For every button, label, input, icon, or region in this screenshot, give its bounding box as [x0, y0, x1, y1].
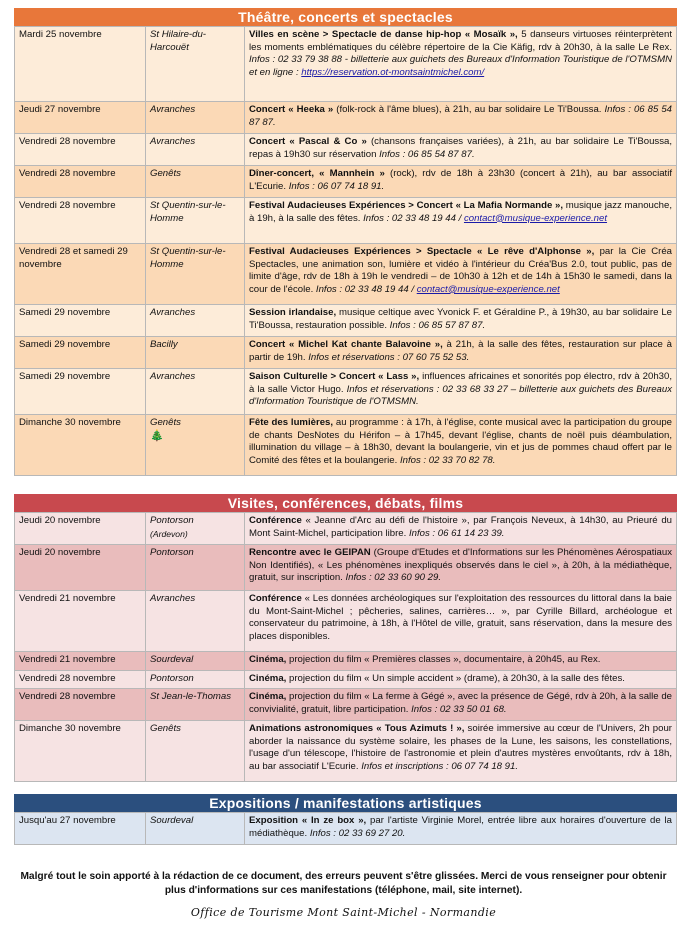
event-description: [245, 721, 677, 782]
event-info: Infos : 06 85 54 87 87.: [249, 104, 673, 128]
event-description: [245, 652, 677, 671]
event-place: Avranches: [146, 134, 245, 166]
event-date: Mardi 25 novembre: [15, 27, 146, 102]
event-info: Infos : 02 33 48 19 44 /: [315, 283, 417, 295]
event-date: Vendredi 28 novembre: [15, 689, 146, 721]
event-description: [245, 27, 677, 102]
table-row: [15, 305, 677, 337]
event-place: Genêts: [150, 417, 181, 428]
event-date: Vendredi 28 novembre: [15, 670, 146, 689]
event-place-cell: [146, 513, 245, 545]
event-info: Infos et réservations : 07 60 75 52 53.: [308, 351, 470, 363]
event-description: [245, 102, 677, 134]
event-description: [245, 244, 677, 305]
table-row: [15, 369, 677, 415]
event-info: Infos : 02 33 70 82 78.: [399, 454, 496, 466]
event-date: Samedi 29 novembre: [15, 369, 146, 415]
event-description: [245, 369, 677, 415]
event-text: au programme : à 17h, à l'église, conte musical avec la participation du groupe de chants DesNotes du Hérifon – à 17h45, devant l'église, chants de noël puis déambulation, illumination du village – à 18h30, devant la boulangerie, vin et jus de pommes chaud offert par le Comité des fêtes et la boulangerie.: [249, 417, 672, 466]
event-text: (chansons françaises variées), à 21h, au bar solidaire Le Ti'Boussa, repas à 19h30 sur réservation: [249, 136, 672, 160]
event-description: [245, 513, 677, 545]
table-row: [15, 670, 677, 689]
event-date: Vendredi 21 novembre: [15, 652, 146, 671]
event-text: (rock), rdv de 18h à 23h30 (concert à 21h), au bar associatif L'Ecurie.: [249, 168, 672, 192]
disclaimer: Malgré tout le soin apporté à la rédaction de ce document, des erreurs peuvent s'être glissées. Merci de vous renseigner pour obtenir plus d'informations sur ces manifestations (téléphone, mail, site internet).: [20, 871, 667, 896]
events-table: [14, 26, 677, 476]
event-title: Rencontre avec le GEIPAN: [249, 547, 371, 558]
event-date: Samedi 29 novembre: [15, 337, 146, 369]
event-title: Cinéma,: [249, 691, 287, 703]
footer-signature: Office de Tourisme Mont Saint-Michel - Normandie: [190, 906, 497, 919]
table-row: [15, 134, 677, 166]
event-place: Pontorson: [146, 670, 245, 689]
event-text: à 21h, à la salle des fêtes, restauration sur place à partir de 19h.: [249, 339, 672, 363]
event-text: projection du film « Un simple accident » (drame), à 20h30, à la salle des fêtes.: [286, 672, 625, 684]
event-info: Infos : 06 85 54 87 87.: [379, 148, 475, 160]
events-table: [14, 512, 677, 782]
event-date: Vendredi 28 novembre: [15, 166, 146, 198]
event-title: Festival Audacieuses Expériences > Spectacle « Le rêve d'Alphonse »,: [249, 246, 595, 257]
event-title: Cinéma,: [249, 672, 287, 684]
event-place: Avranches: [146, 369, 245, 415]
event-info: Infos : 06 07 74 18 91.: [288, 180, 385, 192]
event-title: Concert « Pascal & Co »: [249, 136, 367, 147]
event-place: St Hilaire-du-Harcouët: [146, 27, 245, 102]
event-title: Concert « Heeka »: [249, 104, 334, 115]
event-date: Dimanche 30 novembre: [15, 721, 146, 782]
table-row: [15, 721, 677, 782]
event-info: Infos et inscriptions : 06 07 74 18 91.: [361, 760, 519, 772]
event-place: Sourdeval: [146, 813, 245, 845]
event-description: [245, 813, 677, 845]
event-info: Infos : 02 33 48 19 44 /: [363, 212, 464, 224]
section-theatre: [14, 8, 677, 476]
event-date: Jusqu'au 27 novembre: [15, 813, 146, 845]
event-place: Genêts: [146, 166, 245, 198]
event-date: Samedi 29 novembre: [15, 305, 146, 337]
event-title: Festival Audacieuses Expériences > Concert « La Mafia Normande »,: [249, 200, 564, 211]
event-place: Avranches: [146, 591, 245, 652]
event-title: Fête des lumières,: [249, 417, 334, 428]
section-visites: [14, 494, 677, 782]
event-place: Sourdeval: [146, 652, 245, 671]
event-link[interactable]: https://reservation.ot-montsaintmichel.com/: [301, 66, 485, 78]
event-link[interactable]: contact@musique-experience.net: [463, 212, 608, 224]
event-title: Exposition « In ze box »,: [249, 815, 367, 826]
event-date: Vendredi 28 novembre: [15, 134, 146, 166]
table-row: [15, 198, 677, 244]
event-text: 5 danseurs virtuoses réinterprètent les moments emblématiques du célèbre répertoire de la Cie Käfig, rdv à 20h30, à la salle Le Rex.: [249, 29, 672, 53]
table-row: [15, 545, 677, 591]
event-info: Infos : 06 85 57 87 87.: [389, 319, 486, 331]
event-description: [245, 134, 677, 166]
section-expositions: [14, 794, 677, 845]
event-place: Bacilly: [146, 337, 245, 369]
table-row: [15, 102, 677, 134]
table-row: [15, 27, 677, 102]
event-place: Pontorson: [150, 515, 194, 526]
event-title: Conférence: [249, 515, 302, 526]
event-date: Jeudi 27 novembre: [15, 102, 146, 134]
event-description: [245, 591, 677, 652]
table-row: [15, 813, 677, 845]
events-table: [14, 812, 677, 845]
event-info: Infos : 02 33 79 38 88 - billetterie aux guichets des Bureaux d'Information Touristique de l'OTMSMN et en ligne :: [249, 54, 672, 78]
event-place: Avranches: [146, 102, 245, 134]
table-row: [15, 337, 677, 369]
event-text: musique jazz manouche, à 19h, à la salle des fêtes.: [249, 200, 672, 224]
event-text: musique celtique avec Yvonick F. et Géraldine P., à 19h30, au bar solidaire Le Ti'Boussa, restauration possible.: [249, 307, 672, 331]
event-info: Infos : 02 33 60 90 29.: [345, 572, 441, 584]
event-title: Concert « Michel Kat chante Balavoine »,: [249, 339, 443, 350]
event-description: [245, 415, 677, 476]
event-description: [245, 545, 677, 591]
event-info: Infos : 06 61 14 23 39.: [408, 527, 505, 539]
table-row: [15, 244, 677, 305]
event-info: Infos : 02 33 50 01 68.: [411, 703, 507, 715]
event-text: « Jeanne d'Arc au défi de l'histoire », par François Neveux, à 14h30, au Prieuré du Mont Saint-Michel, participation libre.: [249, 515, 672, 539]
event-date: Jeudi 20 novembre: [15, 513, 146, 545]
event-text: soirée immersive au cœur de l'Univers, 2h pour aborder la naissance du système solaire, les phases de la Lune, les saisons, les constellations, l'usage d'un télescope, l'histoire de l'astronomie et plein d'autres mystères envoûtants, rdv à 18h, au bar associatif L'Ecurie.: [249, 723, 673, 772]
event-description: [245, 305, 677, 337]
table-row: [15, 166, 677, 198]
event-description: [245, 198, 677, 244]
event-place: St Quentin-sur-le-Homme: [146, 198, 245, 244]
event-title: Session irlandaise,: [249, 307, 337, 318]
christmas-tree-icon: 🎄: [150, 429, 164, 442]
section-title: Visites, conférences, débats, films: [14, 494, 677, 512]
event-date: Vendredi 28 novembre: [15, 198, 146, 244]
event-date: Vendredi 28 et samedi 29 novembre: [15, 244, 146, 305]
event-text: par l'artiste Virginie Morel, entrée libre aux horaires d'ouverture de la médiathèque.: [249, 815, 673, 839]
event-text: influences africaines et sonorités pop électro, rdv à 20h30, à la salle Victor Hugo.: [249, 371, 672, 395]
section-title: Théâtre, concerts et spectacles: [14, 8, 677, 26]
event-title: Cinéma,: [249, 654, 287, 665]
event-title: Conférence: [249, 593, 302, 604]
event-description: [245, 689, 677, 721]
event-title: Villes en scène > Spectacle de danse hip-hop « Mosaïk »,: [249, 29, 518, 40]
event-place-sub: (Ardevon): [150, 528, 188, 539]
event-text: (Groupe d'Etudes et d'Informations sur les Phénomènes Aérospatiaux Non Identifiés), « Les phénomènes inexpliqués observés dans le ciel », à 20h, à la médiathèque, gratuit, sur inscription.: [249, 547, 672, 584]
event-title: Dîner-concert, « Mannhein »: [249, 168, 385, 179]
table-row: [15, 415, 677, 476]
event-link[interactable]: contact@musique-experience.net: [416, 283, 560, 295]
event-text: projection du film « Premières classes », documentaire, à 20h45, au Rex.: [286, 654, 601, 665]
table-row: [15, 513, 677, 545]
event-text: projection du film « La ferme à Gégé », avec la présence de Gégé, rdv à 20h, à la salle de convivialité, gratuit, libre participation.: [249, 691, 672, 715]
event-description: [245, 337, 677, 369]
event-date: Vendredi 21 novembre: [15, 591, 146, 652]
event-description: [245, 166, 677, 198]
event-place: Genêts: [146, 721, 245, 782]
event-text: (folk-rock à l'âme blues), à 21h, au bar solidaire Le Ti'Boussa.: [333, 104, 605, 115]
event-place: Avranches: [146, 305, 245, 337]
event-place-cell: [146, 415, 245, 476]
event-text: « Les données archéologiques sur l'exploitation des ressources du littoral dans la baie du Mont-Saint-Michel ; pêcheries, salines, carrières… », par Cyrille Billard, archéologue et conservateur du patrimoine, à 18h, à l'Hôtel de ville, gratuit, sans réservation, dans la mesure des places disponibles.: [249, 593, 672, 642]
table-row: [15, 652, 677, 671]
event-info: Infos : 02 33 69 27 20.: [309, 827, 406, 839]
event-title: Animations astronomiques « Tous Azimuts ! »,: [249, 723, 465, 735]
event-place: St Jean-le-Thomas: [146, 689, 245, 721]
event-date: Jeudi 20 novembre: [15, 545, 146, 591]
event-description: [245, 670, 677, 689]
event-text: par la Cie Créa Spectacles, une animation son, lumière et vidéo à l'intérieur du Créa'Bus 2.0, tout public, pas de limite d'âge, rdv de 18h à 19h le vendredi – de 10h30 à 12h et de 14h à 15h30 le samedi, dans la cour de l'école.: [249, 246, 672, 295]
event-place: St Quentin-sur-le-Homme: [146, 244, 245, 305]
event-place: Pontorson: [146, 545, 245, 591]
section-title: Expositions / manifestations artistiques: [14, 794, 677, 812]
table-row: [15, 591, 677, 652]
event-title: Saison Culturelle > Concert « Lass »,: [249, 371, 420, 382]
event-date: Dimanche 30 novembre: [15, 415, 146, 476]
table-row: [15, 689, 677, 721]
event-info: Infos et réservations : 02 33 68 33 27 – billetterie aux guichets des Bureaux d'Information Touristique de l'OTMSMN.: [249, 383, 673, 408]
